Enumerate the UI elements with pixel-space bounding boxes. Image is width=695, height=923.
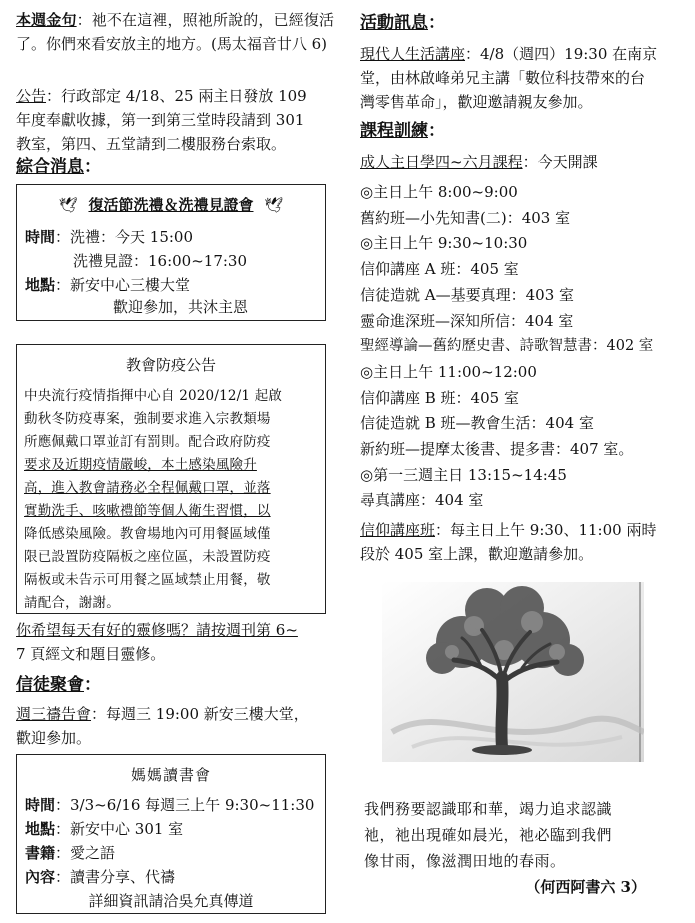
course-item: 信仰講座 B 班：405 室 bbox=[360, 388, 519, 407]
modern-line-1: ：4/8（週四）19:30 在南京 bbox=[465, 45, 658, 63]
adult-label: 成人主日學四~六月課程 bbox=[360, 153, 523, 171]
devotion-note bbox=[16, 618, 334, 666]
mothers-book: ：愛之語 bbox=[55, 844, 116, 862]
baptism-place-label: 地點 bbox=[25, 276, 56, 294]
modern-label: 現代人生活講座 bbox=[360, 45, 466, 63]
epidemic-line-3: 所應佩戴口罩並訂有罰則。配合政府防疫 bbox=[24, 434, 271, 450]
prayer-meeting bbox=[16, 702, 334, 750]
courses-heading: 課程訓練： bbox=[360, 121, 445, 141]
baptism-time-2: 洗禮見證：16:00~17:30 bbox=[73, 252, 248, 270]
epidemic-line-2: 動秋冬防疫專案，強制要求進入宗教類場 bbox=[24, 411, 271, 427]
weekly-verse-text: ：祂不在這裡，照祂所說的，已經復活了。你們來看安放主的地方。(馬太福音廿八 6) bbox=[16, 11, 334, 53]
course-list bbox=[360, 180, 682, 514]
mothers-book-label: 書籍 bbox=[25, 844, 56, 862]
course-item: ◎主日上午 11:00~12:00 bbox=[360, 362, 537, 381]
mothers-content-label: 內容 bbox=[25, 868, 56, 886]
notice bbox=[16, 84, 334, 156]
prayer-line-2: 歡迎參加。 bbox=[16, 729, 92, 747]
closing-verse-line-1: 我們務要認識耶和華，竭力追求認識 bbox=[364, 800, 613, 818]
baptism-box bbox=[16, 184, 326, 321]
dove-icon: 🕊 bbox=[264, 196, 284, 214]
devotion-line-2: 7 頁經文和題目靈修。 bbox=[16, 645, 166, 663]
faith-label: 信仰講座班 bbox=[360, 521, 436, 539]
course-item: 新約班—提摩太後書、提多書：407 室。 bbox=[360, 440, 634, 459]
closing-verse bbox=[364, 796, 682, 900]
mothers-time-label: 時間 bbox=[25, 796, 56, 814]
baptism-place-1: ：新安中心三樓大堂 bbox=[55, 276, 191, 294]
weekly-verse bbox=[16, 8, 334, 56]
general-heading: 綜合消息： bbox=[16, 157, 101, 177]
mothers-title: 媽媽讀書會 bbox=[130, 766, 211, 784]
prayer-label: 週三禱告會 bbox=[16, 705, 92, 723]
faith-lecture-class bbox=[360, 518, 682, 566]
faith-line-1: ：每主日上午 9:30、11:00 兩時 bbox=[435, 521, 657, 539]
baptism-place-2: 歡迎參加，共沐主恩 bbox=[113, 298, 249, 316]
mothers-content: ：讀書分享、代禱 bbox=[55, 868, 176, 886]
weekly-verse-label: 本週金句 bbox=[16, 11, 77, 29]
course-item: 信仰講座 A 班：405 室 bbox=[360, 260, 519, 279]
fellowship-heading: 信徒聚會： bbox=[16, 675, 101, 695]
baptism-title: 復活節洗禮＆洗禮見證會 bbox=[88, 196, 254, 214]
epidemic-line-10: 請配合，謝謝。 bbox=[24, 595, 120, 611]
closing-verse-line-3: 像甘雨，像滋潤田地的春雨。 bbox=[364, 852, 566, 870]
activities-heading: 活動訊息： bbox=[360, 13, 445, 33]
modern-line-2: 堂，由林啟峰弟兄主講「數位科技帶來的台 bbox=[360, 69, 646, 87]
devotion-line-1: 你希望每天有好的靈修嗎？請按週刊第 6~ bbox=[16, 621, 298, 639]
epidemic-box bbox=[16, 344, 326, 614]
prayer-line-1: ：每週三 19:00 新安三樓大堂， bbox=[91, 705, 309, 723]
course-item: 聖經導論—舊約歷史書、詩歌智慧書：402 室 bbox=[360, 338, 654, 355]
course-item: ◎主日上午 9:30~10:30 bbox=[360, 234, 528, 253]
course-item: 信徒造就 B 班—教會生活：404 室 bbox=[360, 414, 594, 433]
epidemic-line-7: 降低感染風險。教會場地內可用餐區域僅 bbox=[24, 526, 271, 542]
dove-icon: 🕊 bbox=[58, 196, 78, 214]
modern-life-lecture bbox=[360, 42, 682, 114]
epidemic-title: 教會防疫公告 bbox=[125, 356, 216, 374]
mothers-place-label: 地點 bbox=[25, 820, 56, 838]
epidemic-line-8: 限已設置防疫隔板之座位區，未設置防疫 bbox=[24, 549, 271, 565]
tree-illustration bbox=[382, 582, 644, 762]
adult-text: ：今天開課 bbox=[522, 153, 598, 171]
epidemic-line-9: 隔板或未告示可用餐之區域禁止用餐，敬 bbox=[24, 572, 271, 588]
course-item: 舊約班—小先知書(二)：403 室 bbox=[360, 208, 571, 227]
epidemic-line-6: 實勤洗手、咳嗽禮節等個人衛生習慣，以 bbox=[24, 503, 271, 519]
adult-sunday-school bbox=[360, 150, 682, 174]
modern-line-3: 灣零售革命」，歡迎邀請親友參加。 bbox=[360, 93, 593, 111]
closing-verse-ref: （何西阿書六 3） bbox=[525, 878, 646, 896]
mothers-contact: 詳細資訊請洽吳允真傳道 bbox=[88, 892, 254, 910]
mothers-place: ：新安中心 301 室 bbox=[55, 820, 184, 838]
notice-line-2: 年度奉獻收據，第一到第三堂時段請到 301 bbox=[16, 111, 305, 129]
epidemic-line-4: 要求及近期疫情嚴峻，本土感染風險升 bbox=[24, 457, 257, 473]
mothers-box bbox=[16, 754, 326, 914]
epidemic-line-1: 中央流行疫情指揮中心自 2020/12/1 起啟 bbox=[24, 388, 283, 404]
notice-label: 公告 bbox=[16, 87, 47, 105]
baptism-time-label: 時間 bbox=[25, 228, 56, 246]
epidemic-line-5: 高，進入教會請務必全程佩戴口罩，並落 bbox=[24, 480, 271, 496]
baptism-time-1: ：洗禮：今天 15:00 bbox=[55, 228, 194, 246]
course-item: 靈命進深班—深知所信：404 室 bbox=[360, 311, 574, 330]
notice-line-3: 教室，第四、五堂請到二樓服務台索取。 bbox=[16, 135, 287, 153]
course-item: 信徒造就 A—基要真理：403 室 bbox=[360, 285, 575, 304]
closing-verse-line-2: 祂，祂出現確如晨光，祂必臨到我們 bbox=[364, 826, 613, 844]
course-item: 尋真講座：404 室 bbox=[360, 491, 484, 510]
faith-line-2: 段於 405 室上課，歡迎邀請參加。 bbox=[360, 545, 594, 563]
course-item: ◎第一三週主日 13:15~14:45 bbox=[360, 465, 567, 484]
mothers-time: ：3/3~6/16 每週三上午 9:30~11:30 bbox=[55, 796, 315, 814]
notice-line-1: ：行政部定 4/18、25 兩主日發放 109 bbox=[46, 87, 307, 105]
course-item: ◎主日上午 8:00~9:00 bbox=[360, 183, 518, 201]
